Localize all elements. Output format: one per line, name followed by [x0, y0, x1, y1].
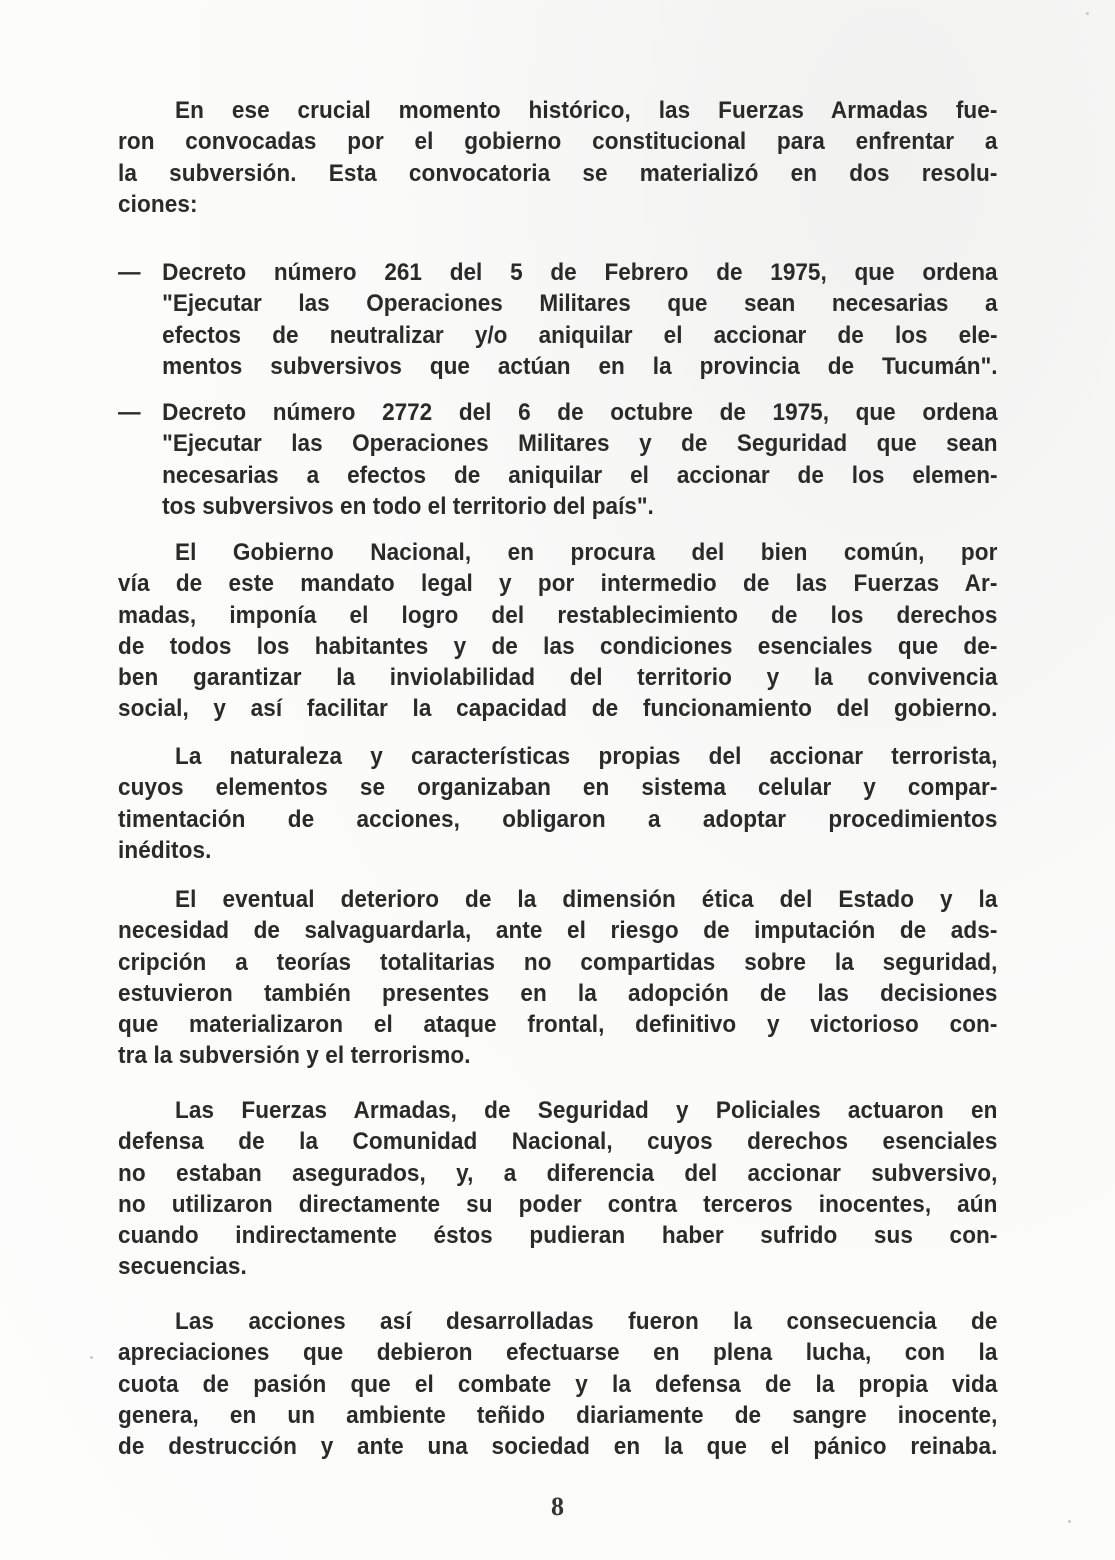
text-line: cuota de pasión que el combate y la defensa de la propia vida — [118, 1370, 998, 1398]
scan-speck — [90, 1356, 93, 1359]
decree-text — [162, 257, 997, 382]
text-line: timentación de acciones, obligaron a adoptar procedimientos — [118, 805, 998, 833]
paragraph-fuerzas — [118, 1095, 998, 1283]
decree-item-2772 — [118, 397, 998, 522]
text-line: de destrucción y ante una sociedad en la que el pánico reinaba. — [118, 1433, 998, 1461]
paragraph-acciones — [118, 1306, 998, 1462]
text-line: mentos subversivos que actúan en la provincia de Tucumán". — [162, 352, 998, 380]
decree-item-261 — [118, 257, 998, 382]
text-line: Decreto número 2772 del 6 de octubre de 1975, que ordena — [162, 399, 998, 426]
text-line: de todos los habitantes y de las condiciones esenciales que de- — [118, 632, 998, 660]
text-line: necesarias a efectos de aniquilar el accionar de los elemen- — [162, 461, 998, 489]
text-line: genera, en un ambiente teñido diariamente de sangre inocente, — [118, 1401, 998, 1429]
text-line: "Ejecutar las Operaciones Militares y de Seguridad que sean — [162, 430, 998, 458]
text-line: En ese crucial momento histórico, las Fuerzas Armadas fue- — [175, 97, 998, 124]
text-line: cuyos elementos se organizaban en sistema celular y compar- — [118, 774, 998, 802]
text-line: inéditos. — [118, 836, 212, 864]
text-line: apreciaciones que debieron efectuarse en plena lucha, con la — [118, 1339, 998, 1367]
text-line: cripción a teorías totalitarias no compartidas sobre la seguridad, — [118, 948, 998, 976]
text-line: madas, imponía el logro del restablecimiento de los derechos — [118, 601, 998, 629]
dash-bullet: — — [118, 259, 141, 286]
text-line: necesidad de salvaguardarla, ante el riesgo de imputación de ads- — [118, 917, 998, 945]
text-line: no utilizaron directamente su poder contra terceros inocentes, aún — [118, 1190, 998, 1218]
text-line: Las Fuerzas Armadas, de Seguridad y Policiales actuaron en — [175, 1097, 998, 1124]
text-line: efectos de neutralizar y/o aniquilar el accionar de los ele- — [162, 321, 998, 349]
text-line: no estaban asegurados, y, a diferencia del accionar subversivo, — [118, 1159, 998, 1187]
dash-bullet: — — [118, 399, 141, 426]
text-line: Las acciones así desarrolladas fueron la consecuencia de — [175, 1308, 998, 1335]
text-line: tos subversivos en todo el territorio del país". — [162, 492, 654, 520]
text-line: social, y así facilitar la capacidad de funcionamiento del gobierno. — [118, 695, 998, 723]
text-line: ciones: — [118, 190, 198, 218]
text-line: que materializaron el ataque frontal, definitivo y victorioso con- — [118, 1011, 998, 1039]
paragraph-gobierno — [118, 537, 998, 725]
scan-speck — [1086, 12, 1089, 15]
scan-speck — [1068, 1520, 1071, 1523]
text-line: ben garantizar la inviolabilidad del territorio y la convivencia — [118, 664, 998, 692]
text-line: defensa de la Comunidad Nacional, cuyos derechos esenciales — [118, 1128, 998, 1156]
paragraph-deterioro — [118, 884, 998, 1072]
text-line: vía de este mandato legal y por intermedio de las Fuerzas Ar- — [118, 570, 998, 598]
text-line: estuvieron también presentes en la adopción de las decisiones — [118, 979, 998, 1007]
paragraph-naturaleza — [118, 741, 998, 866]
text-line: La naturaleza y características propias del accionar terrorista, — [175, 743, 998, 770]
paragraph-intro — [118, 95, 998, 220]
text-line: El Gobierno Nacional, en procura del bien común, por — [175, 539, 998, 566]
text-line: El eventual deterioro de la dimensión ética del Estado y la — [175, 886, 998, 913]
text-line: Decreto número 261 del 5 de Febrero de 1975, que ordena — [162, 259, 998, 286]
text-line: cuando indirectamente éstos pudieran haber sufrido sus con- — [118, 1222, 998, 1250]
text-line: "Ejecutar las Operaciones Militares que sean necesarias a — [162, 290, 998, 318]
text-line: secuencias. — [118, 1253, 247, 1281]
decree-text — [162, 397, 997, 522]
text-line: ron convocadas por el gobierno constitucional para enfrentar a — [118, 128, 998, 156]
text-line: tra la subversión y el terrorismo. — [118, 1042, 471, 1070]
page-number: 8 — [551, 1492, 564, 1521]
text-line: la subversión. Esta convocatoria se materializó en dos resolu- — [118, 159, 998, 187]
